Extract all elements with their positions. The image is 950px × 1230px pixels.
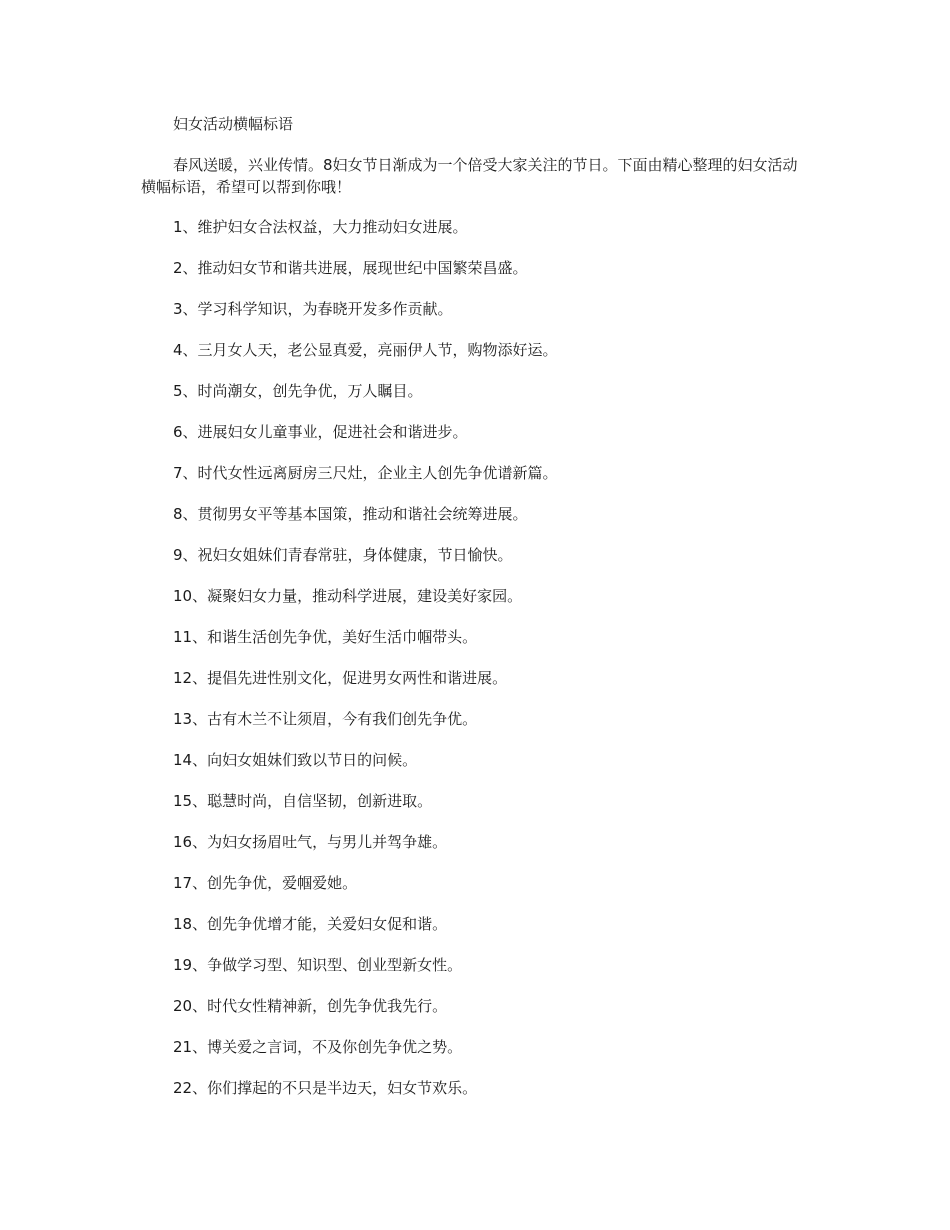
slogan-item: 4、三月女人天，老公显真爱，亮丽伊人节，购物添好运。 <box>173 341 558 359</box>
slogan-list <box>173 217 558 1119</box>
slogan-item: 3、学习科学知识，为春晓开发多作贡献。 <box>173 300 453 318</box>
slogan-item: 5、时尚潮女，创先争优，万人瞩目。 <box>173 382 423 400</box>
slogan-item: 11、和谐生活创先争优，美好生活巾帼带头。 <box>173 628 478 646</box>
slogan-item: 22、你们撑起的不只是半边天，妇女节欢乐。 <box>173 1079 478 1097</box>
slogan-item: 1、维护妇女合法权益，大力推动妇女进展。 <box>173 218 468 236</box>
slogan-item: 19、争做学习型、知识型、创业型新女性。 <box>173 956 463 974</box>
slogan-item: 13、古有木兰不让须眉，今有我们创先争优。 <box>173 710 478 728</box>
slogan-item: 8、贯彻男女平等基本国策，推动和谐社会统筹进展。 <box>173 505 528 523</box>
slogan-item: 6、进展妇女儿童事业，促进社会和谐进步。 <box>173 423 468 441</box>
slogan-item: 2、推动妇女节和谐共进展，展现世纪中国繁荣昌盛。 <box>173 259 528 277</box>
document-title: 妇女活动横幅标语 <box>173 115 294 133</box>
intro-paragraph: 春风送暖，兴业传情。8妇女节日渐成为一个倍受大家关注的节日。下面由精心整理的妇女活动横幅标语，希望可以帮到你哦！ <box>141 156 798 196</box>
slogan-item: 20、时代女性精神新，创先争优我先行。 <box>173 997 448 1015</box>
slogan-item: 18、创先争优增才能，关爱妇女促和谐。 <box>173 915 448 933</box>
slogan-item: 9、祝妇女姐妹们青春常驻，身体健康，节日愉快。 <box>173 546 513 564</box>
slogan-item: 12、提倡先进性别文化，促进男女两性和谐进展。 <box>173 669 508 687</box>
slogan-item: 16、为妇女扬眉吐气，与男儿并驾争雄。 <box>173 833 448 851</box>
slogan-item: 15、聪慧时尚，自信坚韧，创新进取。 <box>173 792 433 810</box>
slogan-item: 21、博关爱之言词，不及你创先争优之势。 <box>173 1038 463 1056</box>
slogan-item: 7、时代女性远离厨房三尺灶，企业主人创先争优谱新篇。 <box>173 464 558 482</box>
slogan-item: 17、创先争优，爱帼爱她。 <box>173 874 358 892</box>
slogan-item: 14、向妇女姐妹们致以节日的问候。 <box>173 751 418 769</box>
slogan-item: 10、凝聚妇女力量，推动科学进展，建设美好家园。 <box>173 587 523 605</box>
